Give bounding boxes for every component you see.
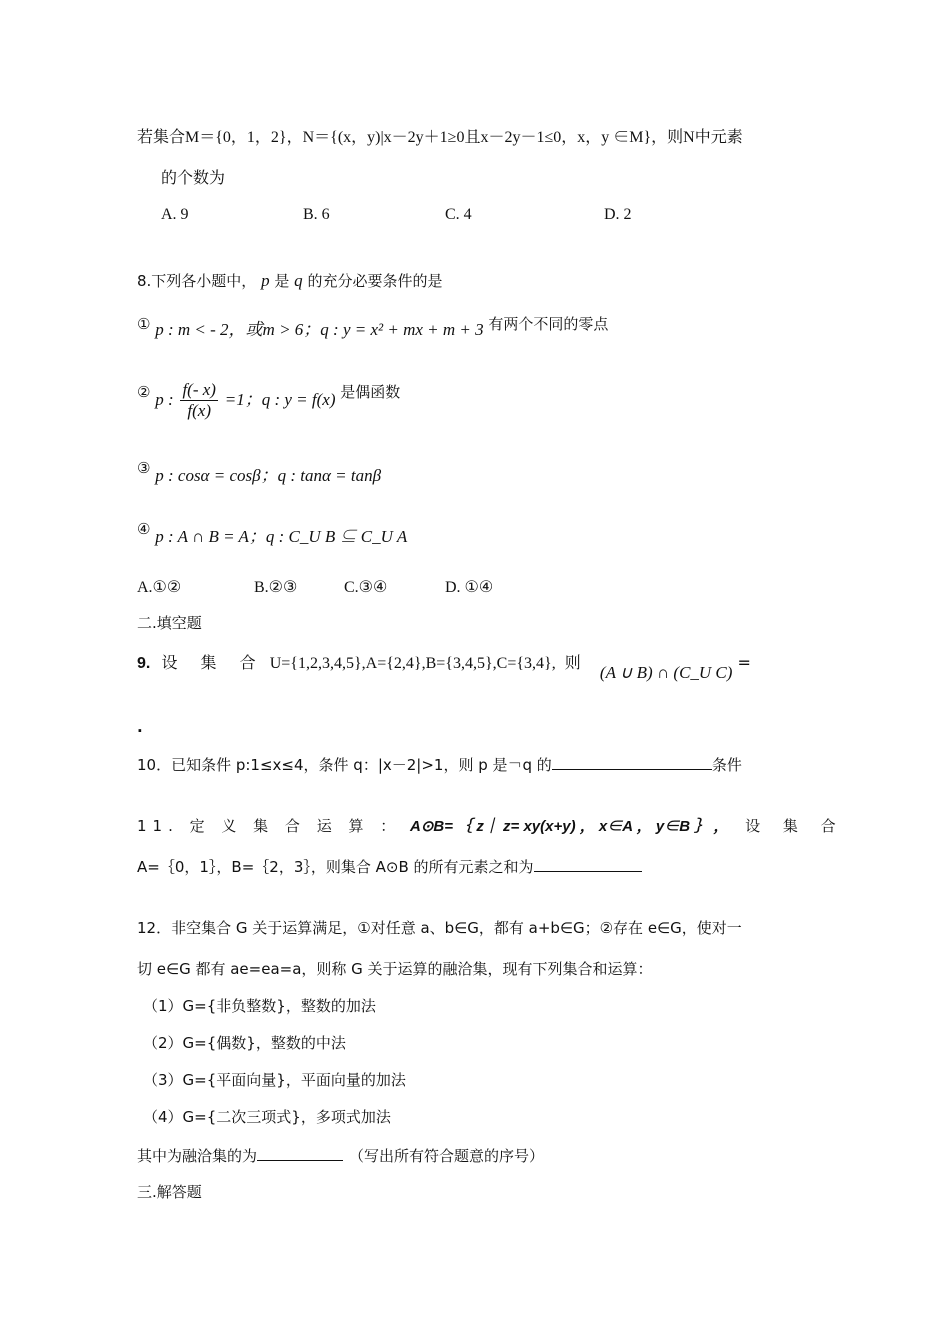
q8-option-a: A.①② (137, 579, 182, 596)
q8-option-c: C.③④ (344, 579, 388, 596)
q8-stem-q: q (294, 271, 303, 290)
q10-text: 10．已知条件 p:1≤x≤4，条件 q：|x－2|>1，则 p 是￢q 的 (137, 756, 552, 774)
q8-item-1-suffix: 有两个不同的零点 (488, 315, 609, 333)
q9-line (137, 652, 751, 682)
q8-item-2-fraction (180, 380, 218, 421)
q12-answer-suffix: （写出所有符合题意的序号） (349, 1147, 545, 1165)
q7-option-d: D. 2 (604, 206, 632, 223)
q12-answer-blank[interactable] (257, 1144, 343, 1161)
q8-item-1-math: p : m < - 2，或m > 6；q : y = x² + mx + m + 3 (155, 320, 484, 339)
q11-answer-blank[interactable] (534, 855, 642, 872)
q8-item-2-prefix: p : (155, 390, 174, 409)
q8-stem-end: 的充分必要条件的是 (307, 272, 443, 290)
q12-line1: 12．非空集合 G 关于运算满足，①对任意 a、b∈G，都有 a+b∈G；②存在 e∈G，使对一 (137, 919, 742, 937)
q8-item-1-marker: ① (137, 315, 151, 333)
q8-item-2 (137, 378, 400, 422)
q12-item-1: （1）G={非负整数}，整数的加法 (143, 997, 376, 1015)
q8-item-1 (137, 313, 609, 339)
q9-sets: U={1,2,3,4,5},A={2,4},B={3,4,5},C={3,4}, (269, 655, 556, 672)
q7-option-a: A. 9 (161, 206, 189, 223)
q12-answer-prefix: 其中为融洽集的为 (137, 1147, 258, 1165)
q10-answer-blank[interactable] (552, 753, 712, 770)
q8-stem-p: p (261, 271, 270, 290)
q11-line1-c: 设 集 合 (745, 817, 845, 835)
q9-eq: = (737, 653, 751, 672)
q8-item-2-suffix: 是偶函数 (340, 383, 401, 401)
q11-line2-text: A=｛0，1｝，B=｛2，3｝，则集合 A⊙B 的所有元素之和为 (137, 858, 534, 876)
q12-item-2: （2）G={偶数}，整数的中法 (143, 1034, 346, 1052)
q8-item-2-frac-num: f(- x) (182, 380, 216, 399)
q7-option-c: C. 4 (445, 206, 472, 223)
q9-then: 则 (564, 653, 581, 672)
q7-option-b: B. 6 (303, 206, 330, 223)
q12-item-3: （3）G={平面向量}，平面向量的加法 (143, 1071, 406, 1089)
q12-answer-line (137, 1144, 544, 1167)
q11-line2 (137, 855, 642, 878)
q8-item-2-rest: =1；q : y = f(x) (224, 390, 336, 409)
q9-period: . (137, 718, 143, 736)
q11-line1 (137, 815, 845, 838)
q12-item-4: （4）G={二次三项式}，多项式加法 (143, 1108, 391, 1126)
q12-line2: 切 e∈G 都有 ae=ea=a，则称 G 关于运算的融洽集，现有下列集合和运算： (137, 960, 653, 978)
q11-line1-a: 11. 定 义 集 合 运 算 ： (137, 817, 402, 835)
q8-option-b: B.②③ (254, 579, 298, 596)
q8-stem (137, 270, 442, 292)
q9-stem: 设 集 合 (161, 653, 265, 672)
q8-stem-mid: 是 (274, 272, 290, 290)
q9-expr: (A ∪ B) ∩ (C_U C) (599, 663, 733, 682)
q8-stem-start: 8.下列各小题中， (137, 272, 257, 290)
q8-item-2-frac-den: f(x) (187, 401, 211, 420)
q8-item-2-marker: ② (137, 383, 151, 401)
q9-label: 9. (137, 655, 151, 672)
q10-line (137, 753, 742, 776)
q8-item-4-marker: ④ (137, 520, 151, 538)
q8-item-3-math: p : cosα = cosβ；q : tanα = tanβ (155, 466, 382, 485)
q7-stem-line2: 的个数为 (161, 170, 226, 187)
q8-item-3-marker: ③ (137, 459, 151, 477)
q8-item-3 (137, 457, 382, 485)
q10-suffix: 条件 (711, 756, 742, 774)
q8-option-d: D. ①④ (445, 579, 494, 596)
section-answer-heading: 三.解答题 (137, 1183, 202, 1201)
q8-item-4 (137, 518, 408, 546)
section-fill-in-heading: 二.填空题 (137, 614, 202, 632)
q11-line1-b: A⊙B= ｛ z｜ z= xy(x+y) ， x∈A ， y∈B ｝ ， (410, 818, 729, 835)
q7-stem-line1: 若集合M＝{0，1，2}，N＝{(x，y)|x－2y＋1≥0且x－2y－1≤0，x，y ∈M}，则N中元素 (137, 129, 743, 146)
q8-item-4-math: p : A ∩ B = A；q : C_U B ⊆ C_U A (155, 527, 408, 546)
